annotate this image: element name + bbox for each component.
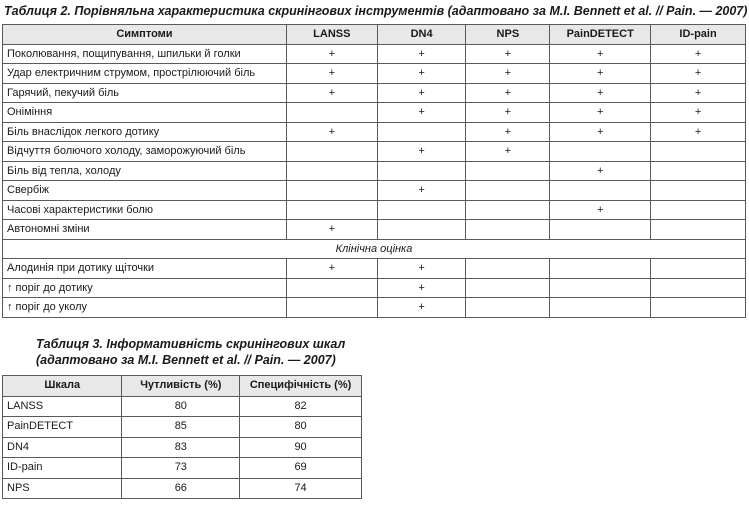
table-row: [3, 64, 746, 84]
mark-cell: [286, 161, 377, 181]
mark-cell: +: [651, 103, 746, 123]
mark-cell: [466, 259, 550, 279]
mark-cell: +: [286, 44, 377, 64]
table2-caption: Таблиця 2. Порівняльна характеристика скринінгових інструментів (адаптовано за M.I. Bennett et al. // Pain. — 2007): [4, 4, 748, 18]
mark-cell: +: [377, 64, 466, 84]
mark-cell: [651, 298, 746, 318]
header-dn4: DN4: [377, 25, 466, 45]
mark-cell: [286, 142, 377, 162]
mark-cell: +: [466, 142, 550, 162]
mark-cell: [550, 181, 651, 201]
table-row: [3, 44, 746, 64]
symptom-cell: [3, 298, 287, 318]
table-header-row: [3, 25, 746, 45]
mark-cell: [466, 161, 550, 181]
table3-caption-line2: (адаптовано за M.I. Bennett et al. // Pain. — 2007): [36, 353, 336, 367]
symptom-cell: Автономні зміни: [3, 220, 287, 240]
header-specificity: Специфічність (%): [240, 376, 362, 397]
table-row: [3, 458, 362, 479]
mark-cell: [377, 161, 466, 181]
mark-cell: +: [377, 298, 466, 318]
mark-cell: +: [651, 83, 746, 103]
scale-cell: LANSS: [3, 396, 122, 417]
mark-cell: [466, 200, 550, 220]
mark-cell: +: [466, 64, 550, 84]
table-row: [3, 181, 746, 201]
mark-cell: [286, 298, 377, 318]
specificity-cell: 82: [240, 396, 362, 417]
mark-cell: +: [466, 83, 550, 103]
mark-cell: +: [466, 122, 550, 142]
sensitivity-cell: 80: [122, 396, 240, 417]
table-row: [3, 259, 746, 279]
header-scale: Шкала: [3, 376, 122, 397]
symptom-cell: [3, 278, 287, 298]
mark-cell: [466, 181, 550, 201]
mark-cell: [466, 298, 550, 318]
table3-caption-line1: Таблиця 3. Інформативність скринінгових шкал: [36, 337, 346, 351]
table-header-row: [3, 376, 362, 397]
table-row: [3, 278, 746, 298]
mark-cell: +: [651, 64, 746, 84]
mark-cell: [651, 200, 746, 220]
header-id-pain: ID-pain: [651, 25, 746, 45]
mark-cell: +: [466, 103, 550, 123]
mark-cell: [377, 220, 466, 240]
table-row: [3, 200, 746, 220]
mark-cell: +: [651, 122, 746, 142]
mark-cell: +: [377, 83, 466, 103]
symptom-cell: Біль внаслідок легкого дотику: [3, 122, 287, 142]
mark-cell: [550, 259, 651, 279]
table-row: [3, 396, 362, 417]
scale-cell: ID-pain: [3, 458, 122, 479]
mark-cell: [466, 278, 550, 298]
mark-cell: +: [651, 44, 746, 64]
table-row: [3, 417, 362, 438]
symptom-cell: Удар електричним струмом, прострілюючий біль: [3, 64, 287, 84]
mark-cell: [651, 278, 746, 298]
mark-cell: [550, 278, 651, 298]
mark-cell: [550, 142, 651, 162]
symptom-cell: Поколювання, пощипування, шпильки й голки: [3, 44, 287, 64]
table-row: [3, 83, 746, 103]
sensitivity-cell: 73: [122, 458, 240, 479]
sensitivity-cell: 66: [122, 478, 240, 499]
section-label: Клінічна оцінка: [3, 239, 746, 259]
mark-cell: +: [550, 83, 651, 103]
sensitivity-cell: 83: [122, 437, 240, 458]
mark-cell: +: [550, 200, 651, 220]
table-row: [3, 478, 362, 499]
mark-cell: +: [286, 64, 377, 84]
specificity-cell: 80: [240, 417, 362, 438]
mark-cell: [466, 220, 550, 240]
symptom-cell: [3, 259, 287, 279]
informativeness-table: [2, 375, 362, 499]
mark-cell: +: [377, 181, 466, 201]
specificity-cell: 74: [240, 478, 362, 499]
mark-cell: +: [550, 44, 651, 64]
mark-cell: +: [466, 44, 550, 64]
mark-cell: +: [286, 83, 377, 103]
mark-cell: [286, 103, 377, 123]
mark-cell: [286, 278, 377, 298]
table-row: [3, 122, 746, 142]
mark-cell: [377, 200, 466, 220]
mark-cell: +: [286, 259, 377, 279]
symptom-cell: Часові характеристики болю: [3, 200, 287, 220]
mark-cell: [651, 259, 746, 279]
header-lanss: LANSS: [286, 25, 377, 45]
table-row: [3, 103, 746, 123]
symptom-cell: Оніміння: [3, 103, 287, 123]
mark-cell: [286, 181, 377, 201]
sensitivity-cell: 85: [122, 417, 240, 438]
scale-cell: PainDETECT: [3, 417, 122, 438]
comparison-table: [2, 24, 746, 318]
table-row: [3, 298, 746, 318]
mark-cell: [550, 220, 651, 240]
header-nps: NPS: [466, 25, 550, 45]
mark-cell: +: [550, 64, 651, 84]
arrow-up-icon: ↑: [7, 281, 13, 294]
mark-cell: [377, 122, 466, 142]
table-row: [3, 437, 362, 458]
mark-cell: +: [377, 259, 466, 279]
mark-cell: +: [377, 142, 466, 162]
mark-cell: +: [286, 122, 377, 142]
symptom-label: поріг до уколу: [15, 301, 88, 314]
symptom-cell: Свербіж: [3, 181, 287, 201]
header-sensitivity: Чутливість (%): [122, 376, 240, 397]
specificity-cell: 69: [240, 458, 362, 479]
mark-cell: [550, 298, 651, 318]
section-row: [3, 239, 746, 259]
mark-cell: +: [377, 103, 466, 123]
header-symptoms: Симптоми: [3, 25, 287, 45]
table-row: [3, 161, 746, 181]
symptom-label: поріг до дотику: [15, 281, 93, 294]
table-row: [3, 142, 746, 162]
specificity-cell: 90: [240, 437, 362, 458]
mark-cell: +: [550, 122, 651, 142]
arrow-up-icon: ↑: [7, 301, 13, 314]
scale-cell: DN4: [3, 437, 122, 458]
table-row: [3, 220, 746, 240]
mark-cell: +: [286, 220, 377, 240]
symptom-label: Алодинія при дотику щіточки: [7, 262, 155, 275]
header-paindetect: PainDETECT: [550, 25, 651, 45]
mark-cell: [651, 142, 746, 162]
mark-cell: +: [377, 278, 466, 298]
mark-cell: [651, 161, 746, 181]
mark-cell: [286, 200, 377, 220]
mark-cell: +: [550, 103, 651, 123]
mark-cell: +: [550, 161, 651, 181]
mark-cell: [651, 220, 746, 240]
mark-cell: [651, 181, 746, 201]
mark-cell: +: [377, 44, 466, 64]
symptom-cell: Гарячий, пекучий біль: [3, 83, 287, 103]
symptom-cell: Відчуття болючого холоду, заморожуючий біль: [3, 142, 287, 162]
scale-cell: NPS: [3, 478, 122, 499]
symptom-cell: Біль від тепла, холоду: [3, 161, 287, 181]
